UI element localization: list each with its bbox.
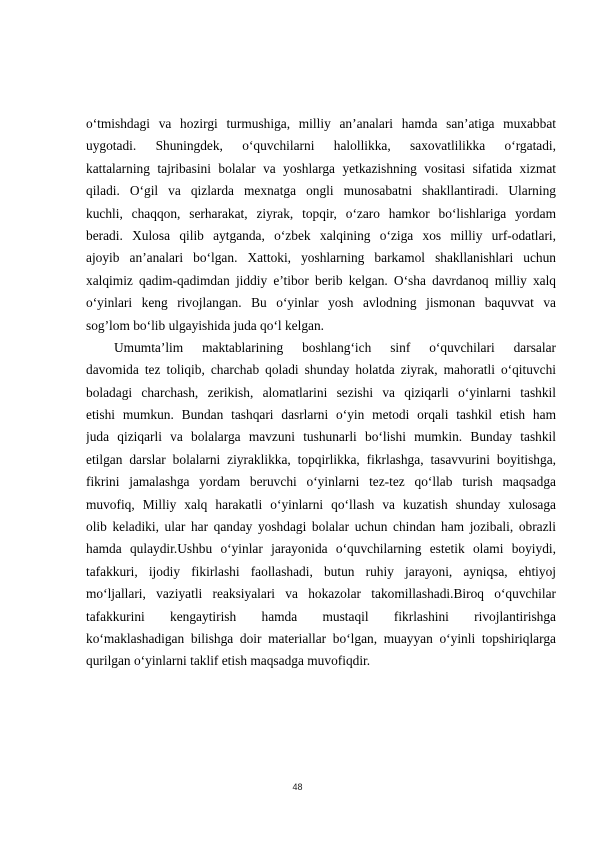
text-line: beradi. Xulosa qilib aytganda, o‘zbek xalqining o‘ziga xos milliy urf-odatlari, [86, 227, 556, 243]
text-line: o‘tmishdagi va hozirgi turmushiga, milliy an’analari hamda san’atiga muxabbat [86, 116, 556, 131]
text-line: kattalarning tajribasini bolalar va yoshlarga yetkazishning vositasi sifatida xizmat [86, 160, 556, 176]
text-line: uygotadi. Shuningdek, o‘quvchilarni halollikka, saxovatlilikka o‘rgatadi, [86, 138, 556, 154]
text-line: boladagi charchash, zerikish, alomatlarini sezishi va qiziqarli o‘yinlarni tashkil [86, 384, 556, 400]
text-line: fikrini jamalashga yordam beruvchi o‘yinlarni tez-tez qo‘llab turish maqsadga [86, 474, 556, 490]
text-line: xalqimiz qadim-qadimdan jiddiy e’tibor berib kelgan. O‘sha davrdanoq milliy xalq [86, 272, 556, 288]
text-line: juda qiziqarli va bolalarga mavzuni tushunarli bo‘lishi mumkin. Bunday tashkil [86, 429, 556, 445]
paragraph-1 [86, 113, 556, 337]
text-line: etishi mumkun. Bundan tashqari dasrlarni o‘yin metodi orqali tashkil etish ham [86, 407, 556, 423]
text-line: qurilgan o‘yinlarni taklif etish maqsadga muvofiqdir. [86, 653, 371, 669]
text-line: olib keladiki, ular har qanday yoshdagi bolalar uchun chindan ham jozibali, obrazli [86, 519, 556, 535]
text-line: kuchli, chaqqon, serharakat, ziyrak, topqir, o‘zaro hamkor bo‘lishlariga yordam [86, 205, 556, 221]
text-line: hamda qulaydir.Ushbu o‘yinlar jarayonida o‘quvchilarning estetik olami boyiydi, [86, 541, 556, 557]
paragraph-2 [86, 337, 556, 673]
text-line: tafakkurini kengaytirish hamda mustaqil fikrlashini rivojlantirishga [86, 608, 556, 624]
page-number: 48 [292, 782, 303, 792]
text-line: ko‘maklashadigan bilishga doir materiallar bo‘lgan, muayyan o‘yinli topshiriqlarga [86, 630, 556, 646]
text-line: qiladi. O‘gil va qizlarda mexnatga ongli munosabatni shakllantiradi. Ularning [86, 183, 556, 199]
text-line: sog’lom bo‘lib ulgayishida juda qo‘l kelgan. [86, 317, 325, 333]
text-line: etilgan darslar bolalarni ziyraklikka, topqirlikka, fikrlashga, tasavvurini boyitishga, [86, 451, 556, 467]
text-line: davomida tez toliqib, charchab qoladi shunday holatda ziyrak, mahoratli o‘qituvchi [86, 362, 556, 378]
text-line: mo‘ljallari, vaziyatli reaksiyalari va hokazolar takomillashadi.Biroq o‘quvchilar [86, 586, 556, 602]
body-text [86, 113, 556, 673]
text-line: muvofiq, Milliy xalq harakatli o‘yinlarni qo‘llash va kuzatish shunday xulosaga [86, 496, 556, 512]
text-line: ajoyib an’analari bo‘lgan. Xattoki, yoshlarning barkamol shakllanishlari uchun [86, 250, 556, 266]
text-line: tafakkuri, ijodiy fikirlashi faollashadi, butun ruhiy jarayoni, ayniqsa, ehtiyoj [86, 563, 556, 579]
text-line: Umumta’lim maktablarining boshlang‘ich sinf o‘quvchilari darsalar [114, 339, 556, 355]
text-line: o‘yinlari keng rivojlangan. Bu o‘yinlar yosh avlodning jismonan baquvvat va [86, 295, 556, 311]
